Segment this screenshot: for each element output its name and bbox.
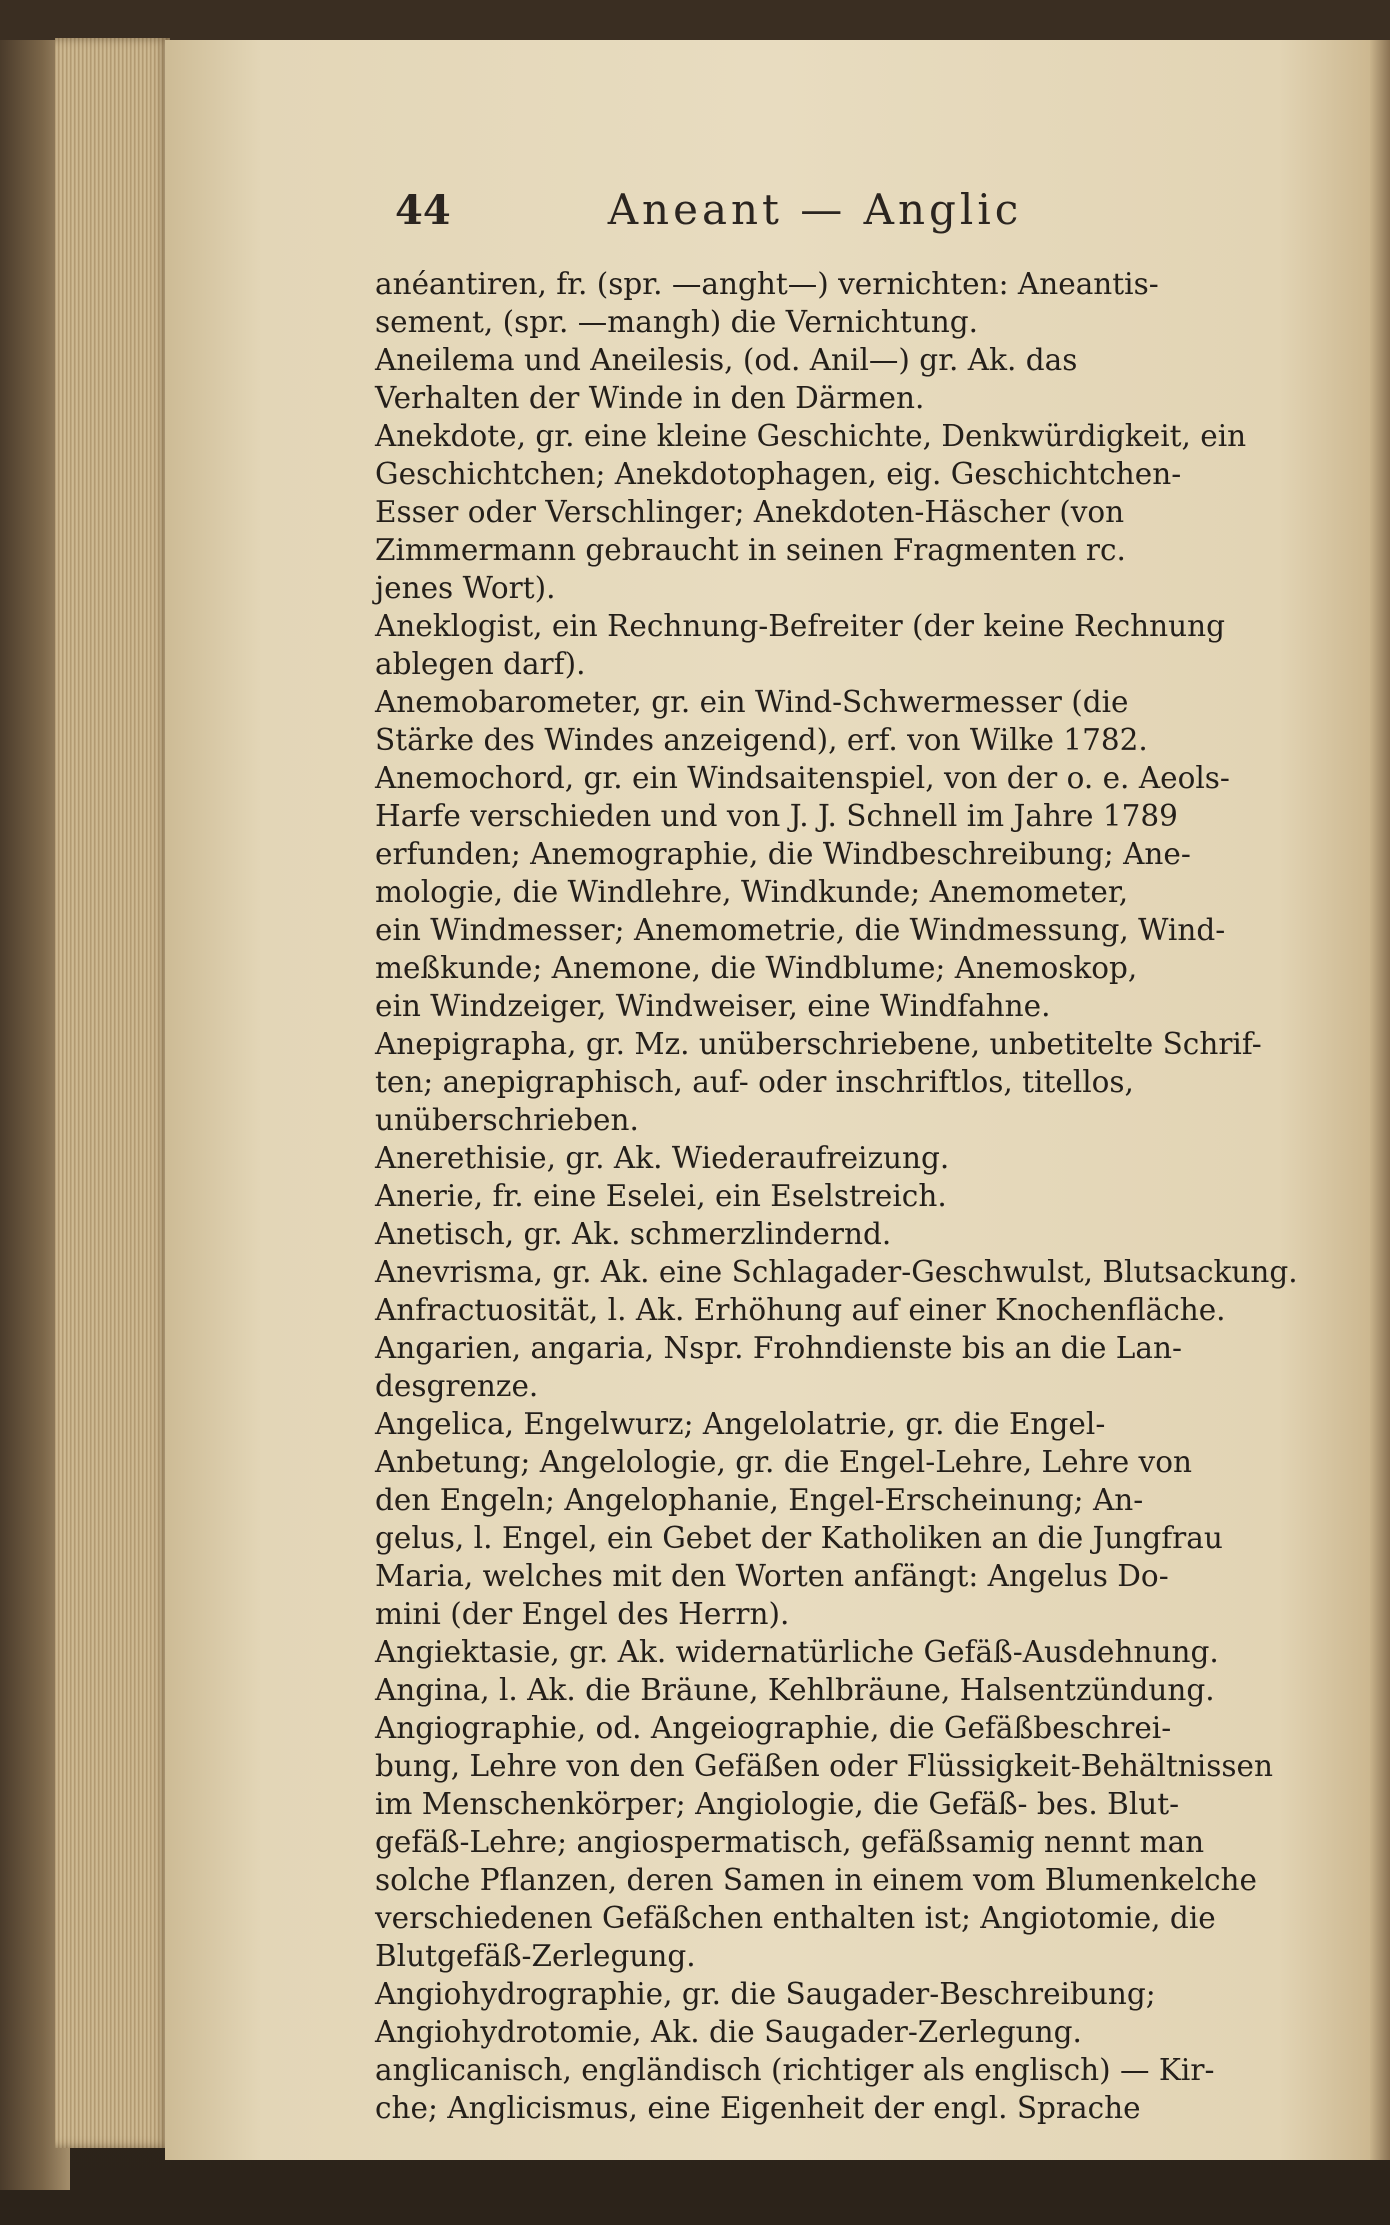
running-head [395,185,1115,234]
entry-line: ablegen darf). [375,647,586,681]
entry-line: Anbetung; Angelologie, gr. die Engel-Lehre, Lehre von [375,1445,1192,1479]
dictionary-entry [375,607,1335,683]
dictionary-entry [375,341,1335,417]
entry-line: Angina, l. Ak. die Bräune, Kehlbräune, Halsentzündung. [375,1673,1215,1707]
entry-line: Verhalten der Winde in den Därmen. [375,381,925,415]
entry-line: solche Pflanzen, deren Samen in einem vom Blumenkelche [375,1863,1258,1897]
entry-line: bung, Lehre von den Gefäßen oder Flüssigkeit-Behältnissen [375,1749,1273,1783]
entry-line: Angiographie, od. Angeiographie, die Gefäßbeschrei- [375,1711,1172,1745]
dictionary-entry [375,683,1335,759]
entry-line: Aneilema und Aneilesis, (od. Anil—) gr. Ak. das [375,343,1078,377]
dictionary-entry [375,1253,1335,1291]
entry-line: mologie, die Windlehre, Windkunde; Anemometer, [375,875,1129,909]
entry-line: Esser oder Verschlinger; Anekdoten-Häscher (von [375,495,1125,529]
dictionary-entry [375,1975,1335,2051]
entry-line: gefäß-Lehre; angiospermatisch, gefäßsamig nennt man [375,1825,1205,1859]
dictionary-entry [375,417,1335,607]
entry-line: ein Windzeiger, Windweiser, eine Windfahne. [375,989,1051,1023]
dictionary-entry [375,759,1335,1025]
entry-line: ein Windmesser; Anemometrie, die Windmessung, Wind- [375,913,1226,947]
entry-line: Anetisch, gr. Ak. schmerzlindernd. [375,1217,892,1251]
entry-line: sement, (spr. —mangh) die Vernichtung. [375,305,978,339]
entry-line: erfunden; Anemographie, die Windbeschreibung; Ane- [375,837,1191,871]
entry-line: Maria, welches mit den Worten anfängt: Angelus Do- [375,1559,1169,1593]
entry-line: Zimmermann gebraucht in seinen Fragmenten rc. [375,533,1126,567]
entry-line: Blutgefäß-Zerlegung. [375,1939,696,1973]
entry-line: unüberschrieben. [375,1103,639,1137]
entry-line: Anerie, fr. eine Eselei, ein Eselstreich. [375,1179,947,1213]
page-number: 44 [395,187,451,234]
dictionary-entry [375,1633,1335,1671]
dictionary-entry [375,1215,1335,1253]
entry-line: Anekdote, gr. eine kleine Geschichte, Denkwürdigkeit, ein [375,419,1247,453]
entry-line: ten; anepigraphisch, auf- oder inschriftlos, titellos, [375,1065,1134,1099]
entry-line: Anemobarometer, gr. ein Wind-Schwermesser (die [375,685,1129,719]
entry-line: Angelica, Engelwurz; Angelolatrie, gr. die Engel- [375,1407,1106,1441]
entry-line: Anepigrapha, gr. Mz. unüberschriebene, unbetitelte Schrif- [375,1027,1262,1061]
entry-line: anglicanisch, engländisch (richtiger als englisch) — Kir- [375,2053,1215,2087]
entry-line: mini (der Engel des Herrn). [375,1597,790,1631]
entry-line: Geschichtchen; Anekdotophagen, eig. Geschichtchen- [375,457,1182,491]
entry-line: meßkunde; Anemone, die Windblume; Anemoskop, [375,951,1138,985]
entry-line: Anfractuosität, l. Ak. Erhöhung auf einer Knochenfläche. [375,1293,1226,1327]
page-edges [55,38,170,2148]
entry-line: verschiedenen Gefäßchen enthalten ist; Angiotomie, die [375,1901,1216,1935]
entry-line: Aneklogist, ein Rechnung-Befreiter (der keine Rechnung [375,609,1226,643]
entry-line: Stärke des Windes anzeigend), erf. von Wilke 1782. [375,723,1148,757]
gutter-edge [1370,40,1390,2160]
entry-line: anéantiren, fr. (spr. —anght—) vernichten: Aneantis- [375,267,1159,301]
entry-line: den Engeln; Angelophanie, Engel-Erscheinung; An- [375,1483,1144,1517]
dictionary-entry [375,2051,1335,2127]
dictionary-entry [375,1405,1335,1633]
dictionary-entry [375,1709,1335,1975]
dictionary-entry [375,1177,1335,1215]
entry-line: che; Anglicismus, eine Eigenheit der engl. Sprache [375,2091,1141,2125]
entry-line: Anevrisma, gr. Ak. eine Schlagader-Geschwulst, Blutsackung. [375,1255,1298,1289]
entry-line: Anemochord, gr. ein Windsaitenspiel, von der o. e. Aeols- [375,761,1230,795]
dictionary-entry [375,1291,1335,1329]
entry-line: Anerethisie, gr. Ak. Wiederaufreizung. [375,1141,950,1175]
dictionary-entry [375,1671,1335,1709]
entry-line: Angiohydrographie, gr. die Saugader-Beschreibung; [375,1977,1156,2011]
entry-line: jenes Wort). [375,571,556,605]
entry-line: desgrenze. [375,1369,539,1403]
dictionary-entry [375,1329,1335,1405]
dictionary-entries [375,265,1335,2127]
entry-line: Harfe verschieden und von J. J. Schnell im Jahre 1789 [375,799,1178,833]
entry-line: Angiektasie, gr. Ak. widernatürliche Gefäß-Ausdehnung. [375,1635,1219,1669]
entry-line: gelus, l. Engel, ein Gebet der Katholiken an die Jungfrau [375,1521,1223,1555]
dictionary-entry [375,1025,1335,1139]
entry-line: Angiohydrotomie, Ak. die Saugader-Zerlegung. [375,2015,1082,2049]
dictionary-entry [375,1139,1335,1177]
dictionary-entry [375,265,1335,341]
running-head-title: Aneant — Anglic [607,185,1023,234]
entry-line: Angarien, angaria, Nspr. Frohndienste bis an die Lan- [375,1331,1182,1365]
entry-line: im Menschenkörper; Angiologie, die Gefäß- bes. Blut- [375,1787,1180,1821]
